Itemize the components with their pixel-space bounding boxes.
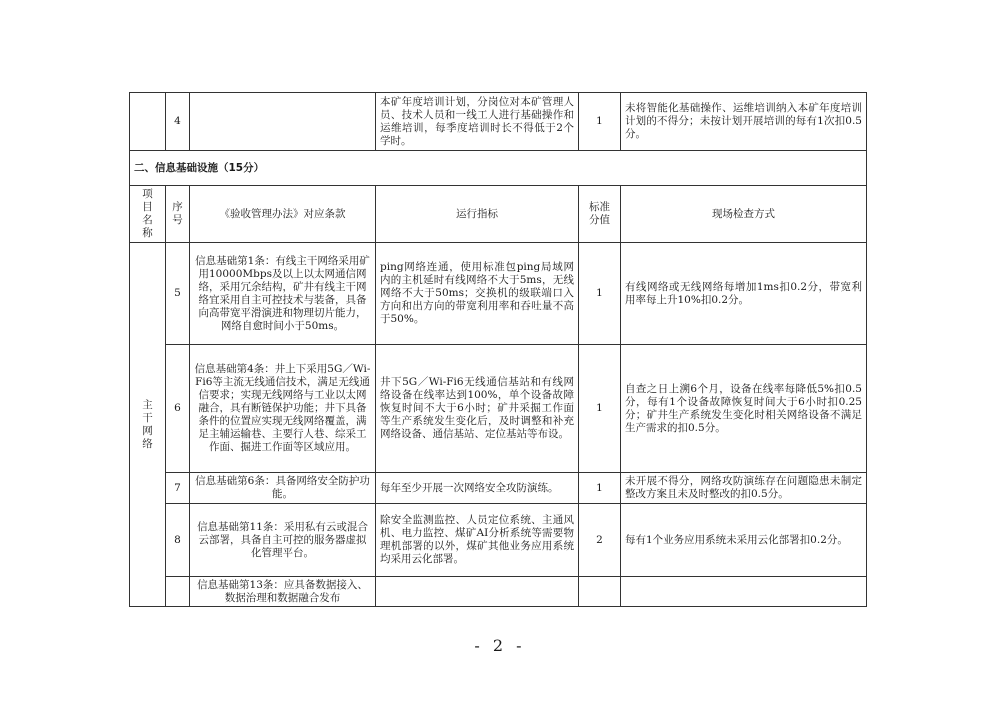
- table-row: [130, 93, 867, 151]
- score-cell: 1: [579, 243, 621, 345]
- header-score: [579, 186, 621, 243]
- clause-cell: 信息基础第4条：井上下采用5G／Wi-Fi6等主流无线通信技术，满足无线通信要求；实现无线网络与工业以太网融合，具有断链保护功能；井下具备条件的位置应实现无线网络覆盖，满足主辅运输巷、主要行人巷、综采工作面、掘进工作面等区域应用。: [190, 345, 376, 473]
- indicator-cell: ping网络连通，使用标准包ping局域网内的主机延时有线网络不大于5ms，无线网络不大于50ms；交换机的级联端口入方向和出方向的带宽利用率和吞吐量不高于50%。: [376, 243, 579, 345]
- header-score-text: 标准分值: [589, 201, 610, 226]
- header-indicator: 运行指标: [376, 186, 579, 243]
- check-cell: 未开展不得分，网络攻防演练存在问题隐患未制定整改方案且未及时整改的扣0.5分。: [621, 473, 867, 504]
- section-title: 二、信息基础设施（15分）: [130, 151, 867, 186]
- clause-cell: 信息基础第1条：有线主干网络采用矿用10000Mbps及以上以太网通信网络，采用冗余结构，矿井有线主干网络宜采用自主可控技术与装备，具备向高带宽平滑演进和物理切片能力，网络自愈时间小于50ms。: [190, 243, 376, 345]
- check-cell: 自查之日上溯6个月，设备在线率每降低5%扣0.5分，每有1个设备故障恢复时间大于6小时扣0.25分；矿井生产系统发生变化时相关网络设备不满足生产需求的扣0.5分。: [621, 345, 867, 473]
- table-row: [130, 243, 867, 345]
- header-number: [166, 186, 190, 243]
- score-cell: [579, 577, 621, 607]
- acceptance-table: [129, 92, 867, 607]
- check-cell: [621, 577, 867, 607]
- section-heading-row: [130, 151, 867, 186]
- header-check: 现场检查方式: [621, 186, 867, 243]
- table-row: [130, 473, 867, 504]
- clause-cell: [190, 93, 376, 151]
- header-clause: 《验收管理办法》对应条款: [190, 186, 376, 243]
- check-cell: 未将智能化基础操作、运维培训纳入本矿年度培训计划的不得分；未按计划开展培训的每有1次扣0.5分。: [621, 93, 867, 151]
- header-row: [130, 186, 867, 243]
- group-label: 主干网络: [142, 398, 153, 450]
- item-cell: [130, 93, 166, 151]
- row-number: 6: [166, 345, 190, 473]
- clause-cell: 信息基础第13条：应具备数据接入、数据治理和数据融合发布: [190, 577, 376, 607]
- page-number: - 2 -: [474, 636, 526, 655]
- indicator-cell: 除安全监测监控、人员定位系统、主通风机、电力监控、煤矿AI分析系统等需要物理机部署的以外，煤矿其他业务应用系统均采用云化部署。: [376, 504, 579, 577]
- indicator-cell: 本矿年度培训计划，分岗位对本矿管理人员、技术人员和一线工人进行基础操作和运维培训，每季度培训时长不得低于2个学时。: [376, 93, 579, 151]
- row-number: 8: [166, 504, 190, 577]
- score-cell: 1: [579, 345, 621, 473]
- indicator-cell: [376, 577, 579, 607]
- row-number: 7: [166, 473, 190, 504]
- check-cell: 每有1个业务应用系统未采用云化部署扣0.2分。: [621, 504, 867, 577]
- score-cell: 1: [579, 473, 621, 504]
- group-label-cell: [130, 243, 166, 607]
- check-cell: 有线网络或无线网络每增加1ms扣0.2分，带宽利用率每上升10%扣0.2分。: [621, 243, 867, 345]
- header-item-name-text: 项目名称: [142, 188, 153, 239]
- clause-cell: 信息基础第6条：具备网络安全防护功能。: [190, 473, 376, 504]
- header-item-name: [130, 186, 166, 243]
- clause-cell: 信息基础第11条：采用私有云或混合云部署，具备自主可控的服务器虚拟化管理平台。: [190, 504, 376, 577]
- score-cell: 1: [579, 93, 621, 151]
- indicator-cell: 每年至少开展一次网络安全攻防演练。: [376, 473, 579, 504]
- score-cell: 2: [579, 504, 621, 577]
- row-number: [166, 577, 190, 607]
- table-row: [130, 577, 867, 607]
- table-row: [130, 345, 867, 473]
- table-row: [130, 504, 867, 577]
- row-number: 5: [166, 243, 190, 345]
- header-number-text: 序号: [172, 201, 183, 226]
- indicator-cell: 井下5G／Wi-Fi6无线通信基站和有线网络设备在线率达到100%，单个设备故障恢复时间不大于6小时；矿井采掘工作面等生产系统发生变化后，及时调整和补充网络设备、通信基站、定位基站等布设。: [376, 345, 579, 473]
- row-number: 4: [166, 93, 190, 151]
